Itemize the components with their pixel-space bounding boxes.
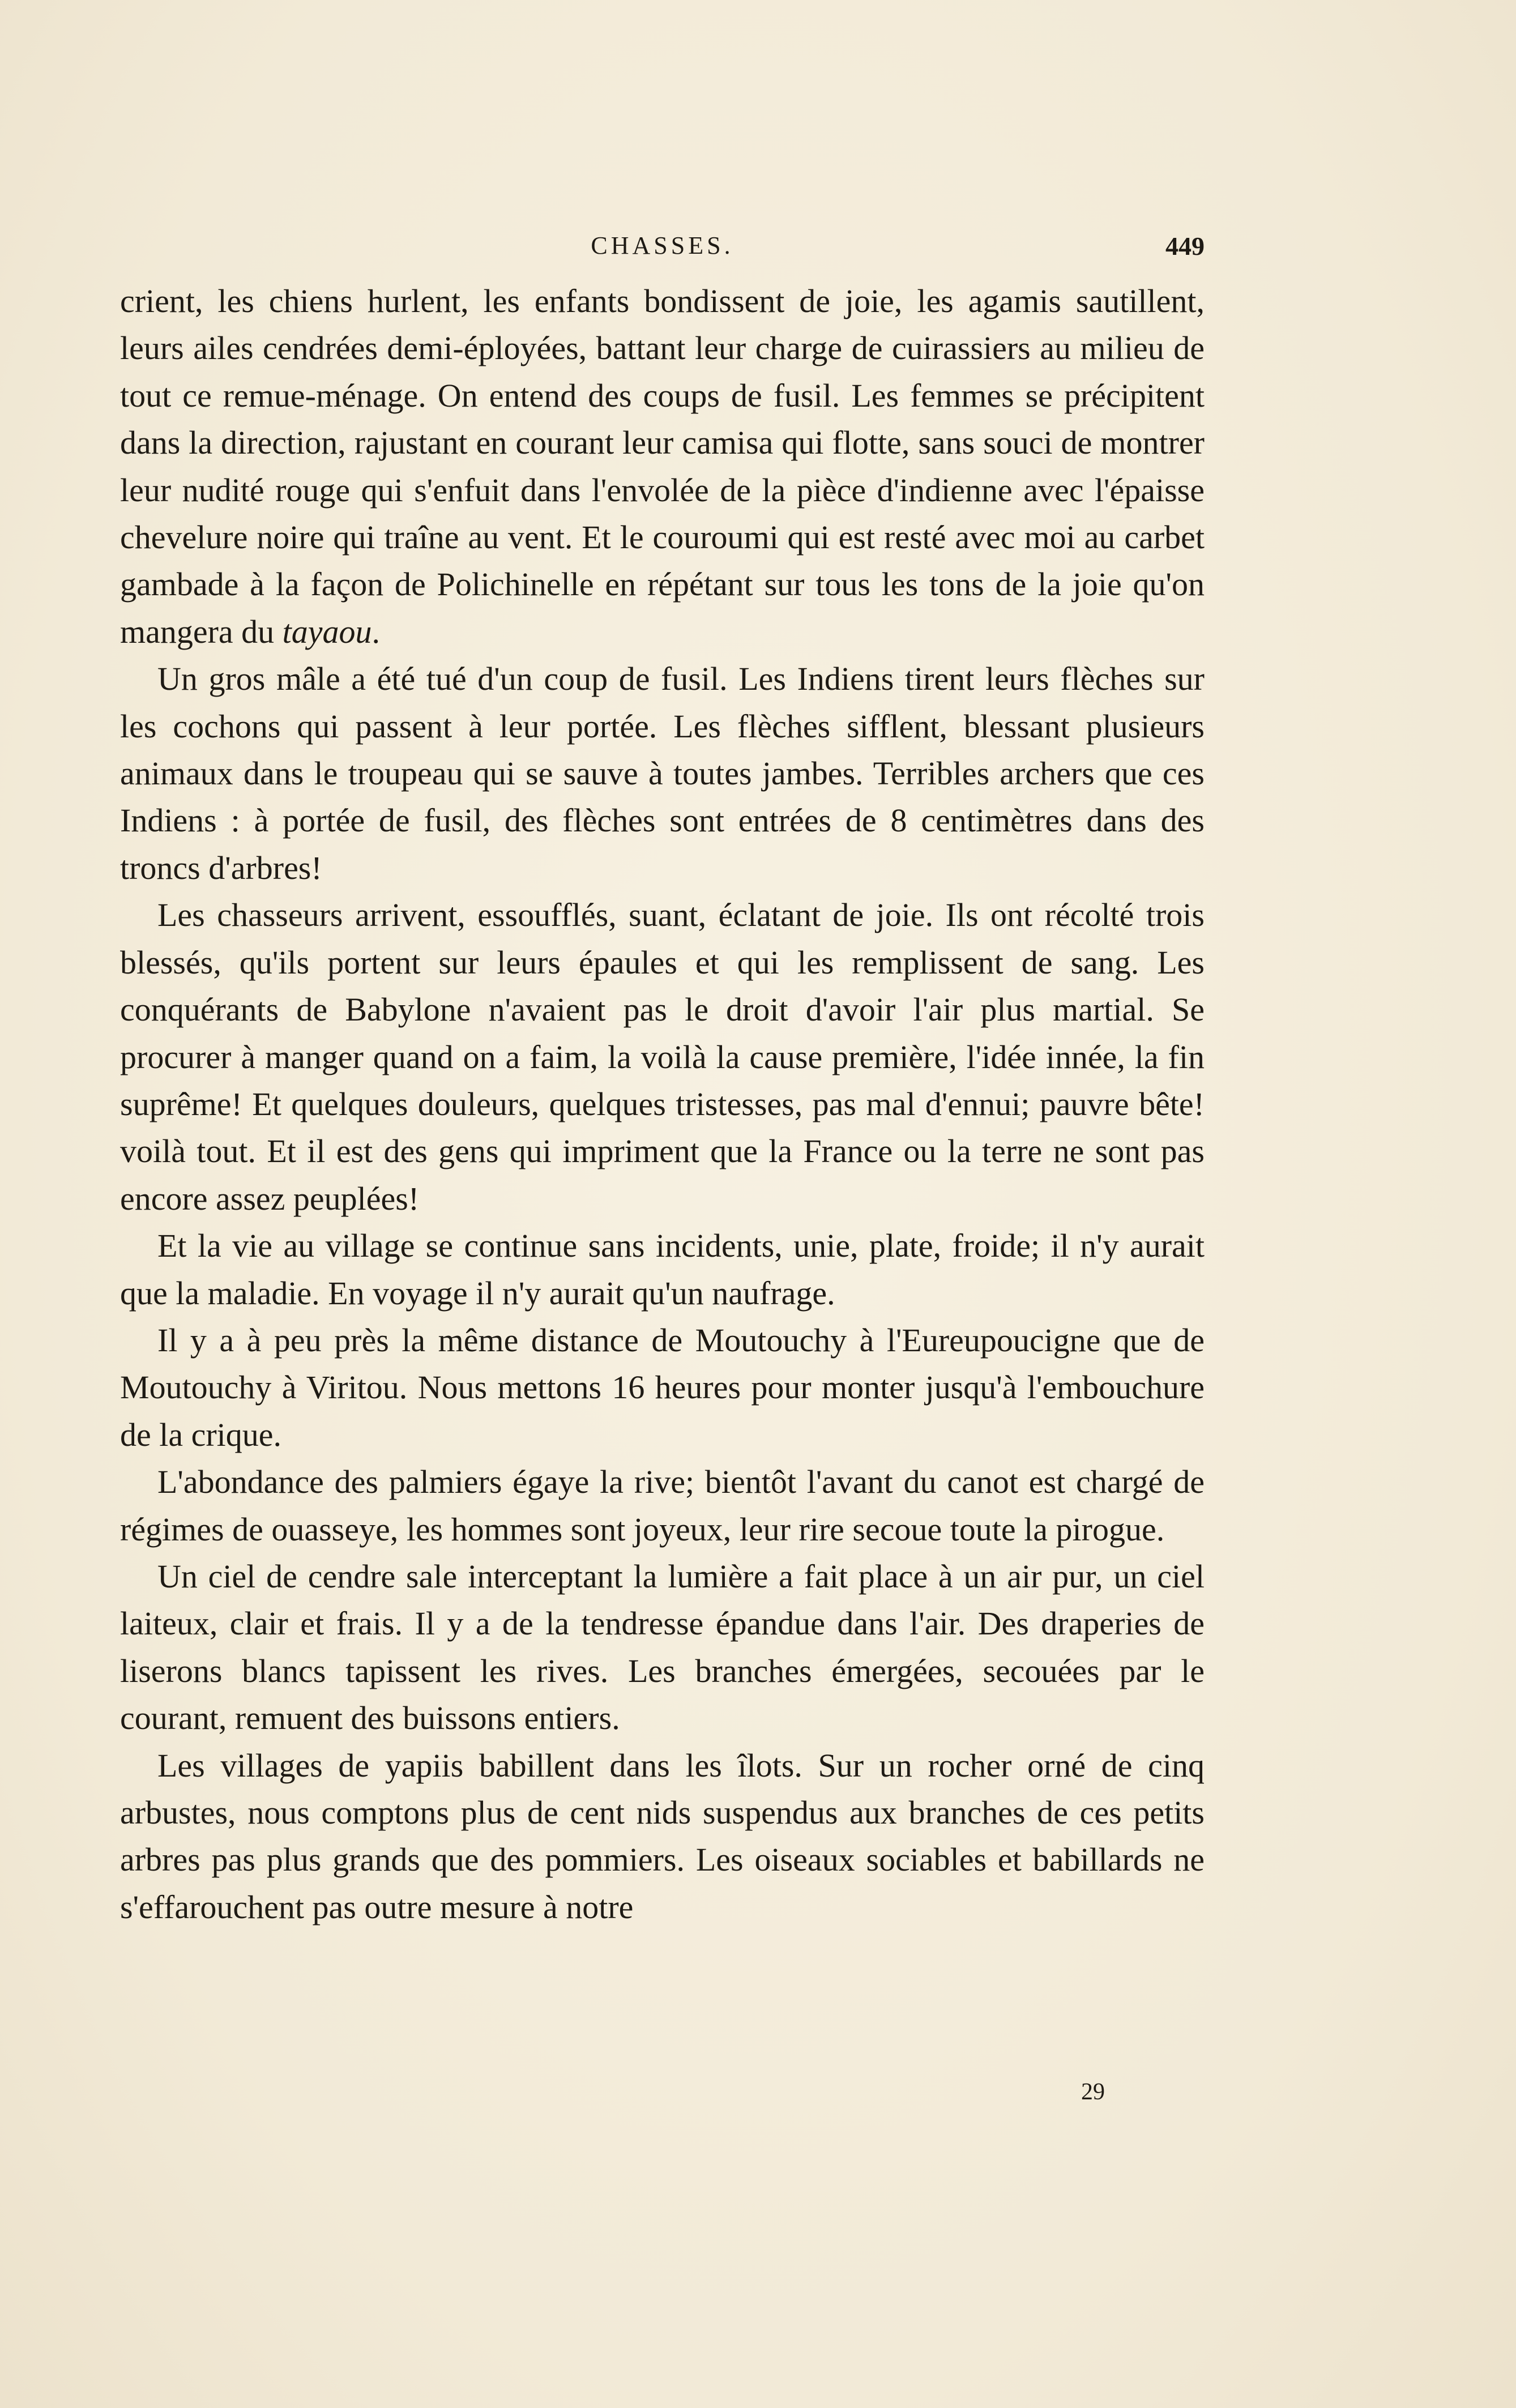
paragraph-7: Un ciel de cendre sale interceptant la lumière a fait place à un air pur, un ciel laiteux, clair et frais. Il y a de la tendresse épandue dans l'air. Des draperies de liserons blancs tapissent les rives. Les branches émergées, secouées par le courant, remuent des buissons entiers. xyxy=(120,1557,1205,1737)
running-title: CHASSES. xyxy=(591,232,734,259)
paragraph-1-text: crient, les chiens hurlent, les enfants bondissent de joie, les agamis sautillent, leurs ailes cendrées demi-éployées, battant leur charge de cuirassiers au milieu de tout ce remue-ménage. On entend des coups de fusil. Les femmes se précipitent dans la direction, rajustant en courant leur camisa qui flotte, sans souci de montrer leur nudité rouge qui s'enfuit dans l'envolée de la pièce d'indienne avec l'épaisse chevelure noire qui traîne au vent. Et le couroumi qui est resté avec moi au carbet gambade à la façon de Polichinelle en répétant sur tous les tons de la joie qu'on mangera du xyxy=(120,283,1205,650)
paragraph-1 xyxy=(120,277,1205,655)
paragraph-8: Les villages de yapiis babillent dans les îlots. Sur un rocher orné de cinq arbustes, nous comptons plus de cent nids suspendus aux branches de ces petits arbres pas plus grands que des pommiers. Les oiseaux sociables et babillards ne s'effarouchent pas outre mesure à notre xyxy=(120,1747,1205,1925)
paragraph-4: Et la vie au village se continue sans incidents, unie, plate, froide; il n'y aurait que la maladie. En voyage il n'y aurait qu'un naufrage. xyxy=(120,1227,1205,1312)
running-head xyxy=(120,227,1205,266)
paragraph-1-end: . xyxy=(371,613,381,650)
body-text xyxy=(120,277,1205,1931)
page-number: 449 xyxy=(1165,232,1205,261)
italic-term: tayaou xyxy=(282,613,372,650)
paragraph-5: Il y a à peu près la même distance de Moutouchy à l'Eureupoucigne que de Moutouchy à Viritou. Nous mettons 16 heures pour monter jusqu'à l'embouchure de la crique. xyxy=(120,1321,1205,1453)
paragraph-3: Les chasseurs arrivent, essoufflés, suant, éclatant de joie. Ils ont récolté trois blessés, qu'ils portent sur leurs épaules et qui les remplissent de sang. Les conquérants de Babylone n'avaient pas le droit d'avoir l'air plus martial. Se procurer à manger quand on a faim, la voilà la cause première, l'idée innée, la fin suprême! Et quelques douleurs, quelques tristesses, pas mal d'ennui; pauvre bête! voilà tout. Et il est des gens qui impriment que la France ou la terre ne sont pas encore assez peuplées! xyxy=(120,896,1205,1217)
signature-mark: 29 xyxy=(1081,2079,1105,2105)
paragraph-6: L'abondance des palmiers égaye la rive; bientôt l'avant du canot est chargé de régimes de ouasseye, les hommes sont joyeux, leur rire secoue toute la pirogue. xyxy=(120,1463,1205,1548)
paragraph-2: Un gros mâle a été tué d'un coup de fusil. Les Indiens tirent leurs flèches sur les cochons qui passent à leur portée. Les flèches sifflent, blessant plusieurs animaux dans le troupeau qui se sauve à toutes jambes. Terribles archers que ces Indiens : à portée de fusil, des flèches sont entrées de 8 centimètres dans des troncs d'arbres! xyxy=(120,660,1205,886)
